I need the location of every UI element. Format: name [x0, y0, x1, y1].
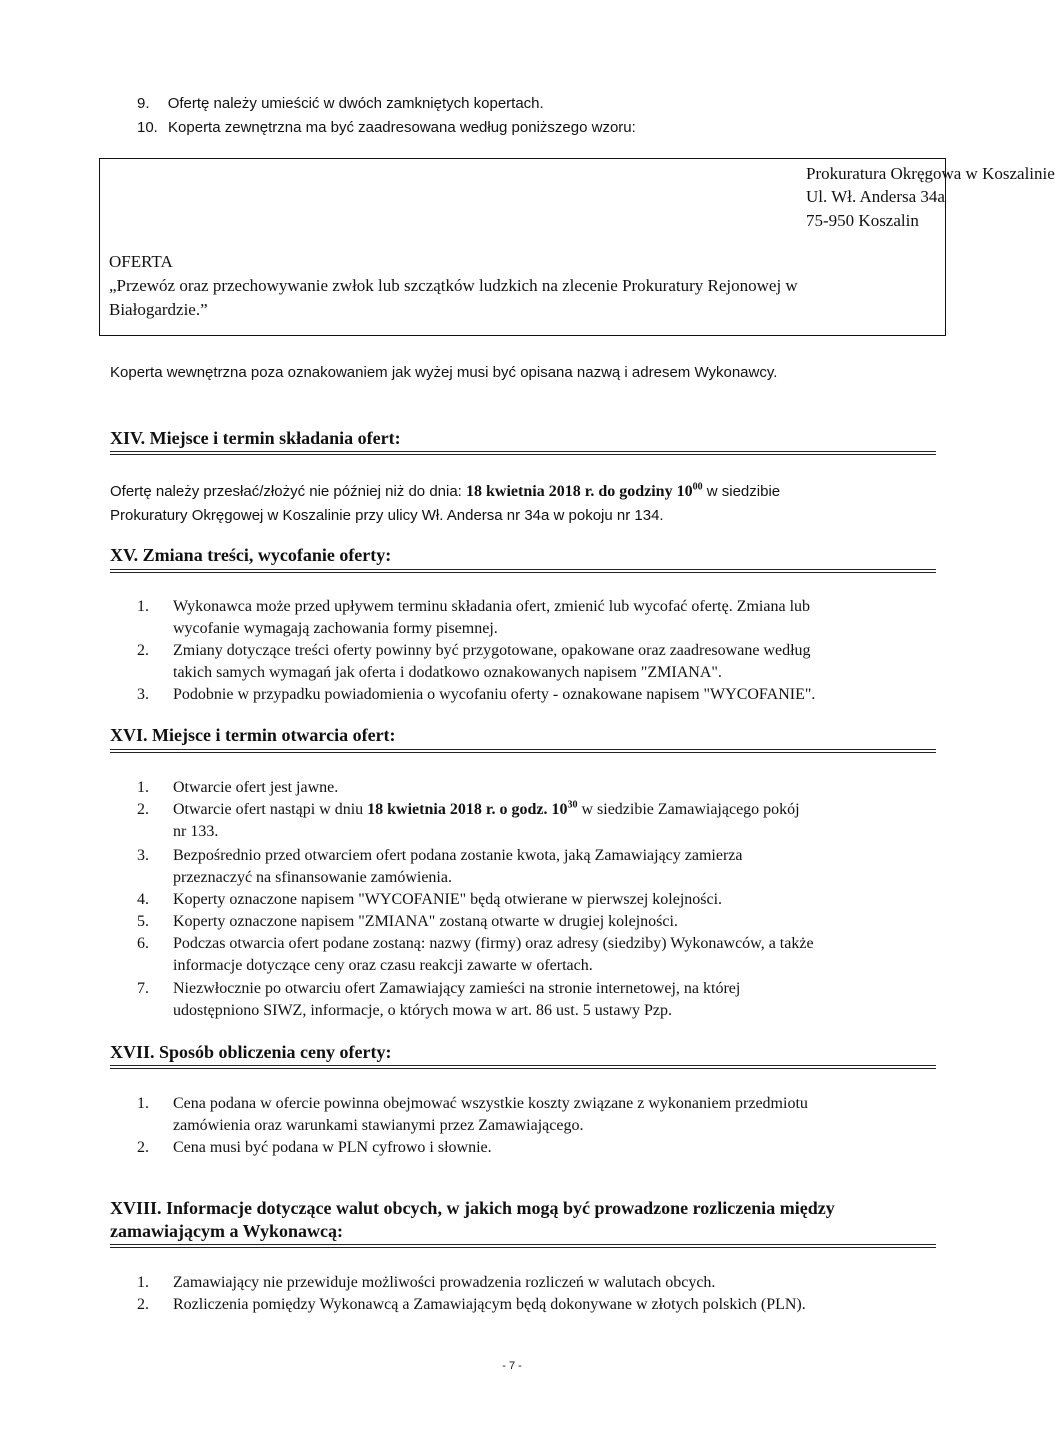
envelope-subject-line: „Przewóz oraz przechowywanie zwłok lub szczątków ludzkich na zlecenie Prokuratury Rejonowej w [109, 276, 798, 295]
list-text-part: w siedzibie Zamawiającego pokój [577, 801, 800, 818]
list-number: 10. [137, 119, 158, 136]
list-number: 1. [137, 1095, 149, 1112]
list-text: Koperty oznaczone napisem "WYCOFANIE" będą otwierane w pierwszej kolejności. [173, 891, 723, 908]
section-heading: XVIII. Informacje dotyczące walut obcych, w jakich mogą być prowadzone rozliczenia między [110, 1198, 835, 1218]
envelope-address-line: Ul. Wł. Andersa 34a [806, 187, 945, 206]
list-number: 1. [137, 598, 149, 615]
list-text: informacje dotyczące ceny oraz czasu reakcji zawarte w ofertach. [173, 957, 593, 974]
page-number: - 7 - [502, 1360, 522, 1372]
list-number: 4. [137, 891, 149, 908]
list-text: Podczas otwarcia ofert podane zostaną: nazwy (firmy) oraz adresy (siedziby) Wykonawców, a także [173, 935, 814, 952]
list-number: 9. [137, 95, 150, 112]
list-number: 3. [137, 847, 149, 864]
list-text: Wykonawca może przed upływem terminu składania ofert, zmienić lub wycofać ofertę. Zmiana lub [173, 598, 811, 615]
list-number: 2. [137, 801, 149, 818]
section-heading: zamawiającym a Wykonawcą: [110, 1221, 343, 1241]
list-text: Bezpośrednio przed otwarciem ofert podana zostanie kwota, jaką Zamawiający zamierza [173, 847, 743, 864]
list-text: Koperta zewnętrzna ma być zaadresowana według poniższego wzoru: [168, 119, 636, 136]
deadline-hour-minutes: 00 [692, 481, 703, 493]
deadline-hour [594, 483, 702, 500]
section-heading: XIV. Miejsce i termin składania ofert: [110, 428, 401, 448]
list-text: Zamawiający nie przewiduje możliwości prowadzenia rozliczeń w walutach obcych. [173, 1274, 716, 1291]
list-number: 7. [137, 980, 149, 997]
list-text: Niezwłocznie po otwarciu ofert Zamawiający zamieści na stronie internetowej, na której [173, 980, 741, 997]
list-text: Koperty oznaczone napisem "ZMIANA" zostaną otwarte w drugiej kolejności. [173, 913, 678, 930]
list-text: Podobnie w przypadku powiadomienia o wycofaniu oferty - oznakowane napisem "WYCOFANIE". [173, 686, 816, 703]
inner-envelope-note: Koperta wewnętrzna poza oznakowaniem jak wyżej musi być opisana nazwą i adresem Wykonawcy. [110, 364, 778, 381]
paragraph [110, 481, 936, 502]
list-text: nr 133. [173, 823, 219, 840]
list-text: Otwarcie ofert jest jawne. [173, 779, 339, 796]
paragraph-text: Ofertę należy przesłać/złożyć nie później niż do dnia: [110, 483, 467, 500]
opening-date: 18 kwietnia 2018 r. o godz. 10 [367, 801, 568, 818]
paragraph: Prokuratury Okręgowej w Koszalinie przy ulicy Wł. Andersa nr 34a w pokoju nr 134. [110, 507, 664, 524]
envelope-subject-line: Białogardzie.” [109, 300, 208, 319]
envelope-template-box [99, 158, 1055, 336]
list-number: 2. [137, 1139, 149, 1156]
list-text: Zmiany dotyczące treści oferty powinny być przygotowane, opakowane oraz zaadresowane według [173, 642, 811, 659]
list-number: 2. [137, 1296, 149, 1313]
list-text: Rozliczenia pomiędzy Wykonawcą a Zamawiającym będą dokonywane w złotych polskich (PLN). [173, 1296, 806, 1313]
list-number: 6. [137, 935, 149, 952]
deadline-date: 18 kwietnia 2018 r. [466, 483, 595, 500]
list-number: 2. [137, 642, 149, 659]
list-number: 1. [137, 779, 149, 796]
list-text-part: Otwarcie ofert nastąpi w dniu [173, 801, 368, 818]
section-rule [110, 1244, 936, 1248]
list-text: Cena musi być podana w PLN cyfrowo i słownie. [173, 1139, 492, 1156]
list-item [137, 93, 544, 114]
opening-minutes: 30 [567, 799, 578, 811]
list-number: 3. [137, 686, 149, 703]
list-text: przeznaczyć na sfinansowanie zamówienia. [173, 869, 452, 886]
list-text: Ofertę należy umieścić w dwóch zamkniętych kopertach. [167, 95, 544, 112]
section-rule [110, 749, 936, 753]
paragraph-text: w siedzibie [702, 483, 781, 500]
section-rule [110, 451, 936, 455]
list-text: zamówienia oraz warunkami stawianymi przez Zamawiającego. [173, 1117, 584, 1134]
section-heading: XV. Zmiana treści, wycofanie oferty: [110, 545, 392, 565]
section-heading: XVII. Sposób obliczenia ceny oferty: [110, 1042, 392, 1062]
section-rule [110, 1065, 936, 1069]
list-text: Cena podana w ofercie powinna obejmować wszystkie koszty związane z wykonaniem przedmiotu [173, 1095, 808, 1112]
list-text: wycofanie wymagają zachowania formy pisemnej. [173, 620, 498, 637]
list-item [137, 117, 636, 138]
list-number: 1. [137, 1274, 149, 1291]
list-text: udostępniono SIWZ, informacje, o których mowa w art. 86 ust. 5 ustawy Pzp. [173, 1002, 673, 1019]
section-rule [110, 569, 936, 573]
list-text [173, 799, 800, 820]
list-text: takich samych wymagań jak oferta i dodatkowo oznakowanych napisem "ZMIANA". [173, 664, 722, 681]
envelope-oferta-label: OFERTA [109, 252, 173, 271]
envelope-address-line: 75-950 Koszalin [806, 211, 919, 230]
section-heading: XVI. Miejsce i termin otwarcia ofert: [110, 725, 396, 745]
list-number: 5. [137, 913, 149, 930]
deadline-hour-text: do godziny 10 [594, 483, 693, 500]
envelope-address-line: Prokuratura Okręgowa w Koszalinie [806, 164, 1055, 183]
